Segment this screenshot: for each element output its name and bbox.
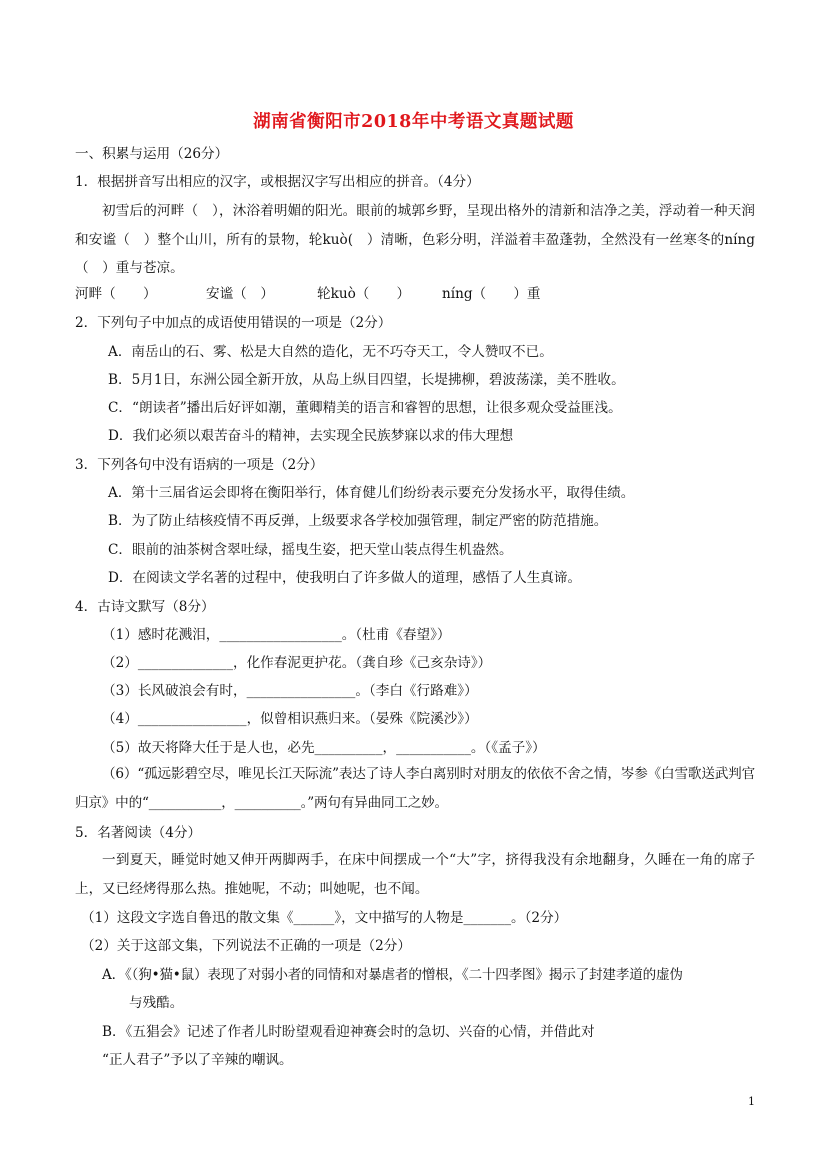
- question-2-option-b: B．5月1日，东洲公园全新开放，从岛上纵目四望，长堤拂柳，碧波荡漾，美不胜收。: [108, 372, 625, 388]
- question-5-sub-1: （1）这段文字选自鲁迅的散文集《______》，文中描写的人物是_______。（2分）: [81, 910, 568, 926]
- question-5-option-b-cont: “正人君子”予以了辛辣的嘲讽。: [102, 1052, 293, 1068]
- section-heading: 一、积累与运用（26分）: [75, 146, 229, 162]
- question-5-stem: 5．名著阅读（4分）: [75, 825, 202, 841]
- question-5-option-a: A．《（狗•猫•鼠）表现了对弱小者的同情和对暴虐者的憎根，《二十四孝图》揭示了封建孝道的虚伪: [102, 967, 683, 983]
- question-3-option-d: D．在阅读文学名著的过程中，使我明白了许多做人的道理，感悟了人生真谛。: [108, 570, 582, 586]
- question-4-item-2: （2）______________，化作春泥更护花。（龚自珍《己亥杂诗》）: [102, 655, 492, 671]
- question-1-answer-3: 轮kuò（ ）: [317, 286, 411, 302]
- question-2-option-c: C．“朗读者”播出后好评如潮，董卿精美的语言和睿智的思想，让很多观众受益匪浅。: [108, 400, 622, 416]
- question-1-answer-4: níng（ ）重: [442, 286, 541, 302]
- question-4-item-6: （6）“孤远影碧空尽，唯见长江天际流”表达了诗人李白离别时对朋友的依依不舍之情，岑参《白雪歌送武判官归京》中的“___________，__________。”两句有异曲同工之妙。: [75, 766, 755, 811]
- question-5-sub-2: （2）关于这部文集，下列说法不正确的一项是（2分）: [81, 938, 411, 954]
- question-3-stem: 3．下列各句中没有语病的一项是（2分）: [75, 457, 324, 473]
- question-5-option-a-cont: 与残酷。: [129, 995, 184, 1011]
- page-number: 1: [748, 1095, 755, 1108]
- question-3-option-a: A．第十三届省运会即将在衡阳举行，体育健儿们纷纷表示要充分发扬水平，取得佳绩。: [108, 485, 635, 501]
- question-5-passage: 一到夏天，睡觉时她又伸开两脚两手，在床中间摆成一个“大”字，挤得我没有余地翻身，久睡在一角的席子上，又已经烤得那么热。推她呢，不动；叫她呢，也不闻。: [75, 852, 755, 897]
- question-4-item-5: （5）故天将降大任于是人也，必先__________，___________。（《孟子》）: [102, 740, 546, 756]
- question-4-stem: 4．古诗文默写（8分）: [75, 599, 215, 615]
- question-4-item-4: （4）________________，似曾相识燕归来。（晏殊《院溪沙》）: [102, 711, 478, 727]
- question-1-stem: 1．根据拼音写出相应的汉字，或根据汉字写出相应的拼音。（4分）: [75, 174, 480, 190]
- question-1-answer-2: 安谧（ ）: [206, 286, 274, 302]
- question-3-option-c: C．眼前的油茶树含翠吐绿，摇曳生姿，把天堂山装点得生机盎然。: [108, 542, 513, 558]
- question-2-option-d: D．我们必须以艰苦奋斗的精神，去实现全民族梦寐以求的伟大理想: [108, 428, 514, 444]
- question-5-option-b: B．《五猖会》记述了作者儿时盼望观看迎神赛会时的急切、兴奋的心情，并借此对: [102, 1024, 595, 1040]
- question-1-answer-1: 河畔（ ）: [75, 286, 157, 302]
- question-3-option-b: B．为了防止结核疫情不再反弹，上级要求各学校加强管理，制定严密的防范措施。: [108, 513, 608, 529]
- question-4-item-3: （3）长风破浪会有时，________________。（李白《行路难》）: [102, 683, 478, 699]
- question-1-passage: 初雪后的河畔（ ），沐浴着明媚的阳光。眼前的城郭乡野，呈现出格外的清新和洁净之美，浮动着一种天润和安谧（ ）整个山川，所有的景物，轮kuò( ）清晰，色彩分明，洋溢着丰盈蓬勃，全然没有一丝寒冬的níng（ ）重与苍凉。: [75, 203, 755, 276]
- document-title: 湖南省衡阳市2018年中考语文真题试题: [253, 112, 574, 132]
- question-2-option-a: A．南岳山的石、雾、松是大自然的造化，无不巧夺天工，令人赞叹不已。: [108, 344, 553, 360]
- question-2-stem: 2．下列句子中加点的成语使用错误的一项是（2分）: [75, 315, 392, 331]
- question-4-item-1: （1）感时花溅泪，__________________。（杜甫《春望》）: [102, 627, 451, 643]
